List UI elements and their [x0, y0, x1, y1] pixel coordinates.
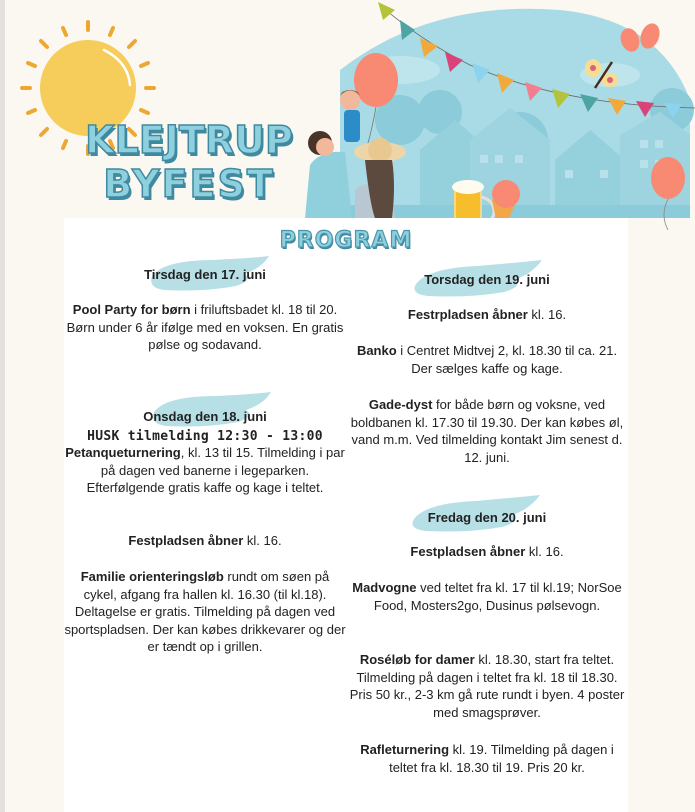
program-panel: [64, 218, 628, 812]
event-title: Banko: [356, 343, 397, 358]
event-title: Pool Party for børn: [72, 302, 191, 317]
event-petanque: [64, 444, 346, 497]
event-madvogne: [346, 579, 628, 614]
event-details: kl. 19. Tilmelding på dagen i teltet fra kl. 18.30 til 19. Pris 20 kr.: [389, 742, 614, 775]
event-details: i friluftsbadet kl. 18 til 20. Børn under 6 år ifølge med en voksen. En gratis pølse og sodavand.: [66, 302, 344, 352]
day-heading-tuesday: Tirsdag den 17. juni: [144, 267, 266, 282]
event-orienteering: [64, 568, 346, 656]
program-heading: PROGRAM: [279, 228, 413, 253]
event-details: kl. 16.: [525, 544, 564, 559]
event-details: kl. 16.: [527, 307, 567, 322]
day-heading-thursday: Torsdag den 19. juni: [424, 272, 550, 287]
event-roseloeb: [346, 651, 628, 721]
event-title: Festrpladsen åbner: [407, 307, 528, 322]
event-title: Festpladsen åbner: [128, 533, 244, 548]
poster-title: [74, 118, 304, 206]
event-details: ved teltet fra kl. 17 til kl.19; NorSoe Food, Mosters2go, Dusinus pølsevogn.: [373, 580, 622, 613]
event-title: Gade-dyst: [368, 397, 433, 412]
event-banko: [346, 342, 628, 377]
event-festpladsen-open: [64, 532, 346, 550]
event-title: Roséløb for damer: [359, 652, 475, 667]
event-title: Festpladsen åbner: [410, 544, 526, 559]
event-gade-dyst: [346, 396, 628, 466]
event-details: rundt om søen på cykel, afgang fra hallen kl. 16.30 (til kl.18). Deltagelse er gratis. Tilmelding på dagen ved sportspladsen. Der kan købes drikkevarer og der er tændt op i grillen.: [64, 569, 346, 654]
event-details: i Centret Midtvej 2, kl. 18.30 til ca. 21. Der sælges kaffe og kage.: [396, 343, 618, 376]
event-title: Familie orienteringsløb: [80, 569, 224, 584]
event-details: for både børn og voksne, ved boldbanen kl. 17.30 til 19.30. Der kan købes øl, vand m.m. Ved tilmelding kontakt Jim senest d. 12. juni.: [350, 397, 624, 465]
event-details: kl. 18.30, start fra teltet. Tilmelding på dagen i teltet fra kl. 18 til 18.30. Pris 50 kr., 2-3 km gå rute rundt i byen. 4 poster med smagsprøver.: [349, 652, 625, 720]
day-heading-friday: Fredag den 20. juni: [427, 510, 547, 525]
title-line-1: KLEJTRUP: [85, 118, 293, 162]
event-title: Madvogne: [352, 580, 417, 595]
event-title: Petanqueturnering: [65, 445, 181, 460]
title-line-2: BYFEST: [103, 162, 275, 206]
event-festpladsen-open: [346, 306, 628, 324]
registration-notice: HUSK tilmelding 12:30 - 13:00: [87, 429, 323, 444]
event-details: , kl. 13 til 15. Tilmelding i par på dagen ved banerne i legeparken. Efterfølgende gratis kaffe og kage i teltet.: [86, 445, 345, 495]
event-festpladsen-open: [346, 543, 628, 561]
event-title: Rafleturnering: [360, 742, 450, 757]
day-heading-wednesday: Onsdag den 18. juni: [143, 409, 267, 424]
event-rafleturnering: [346, 741, 628, 776]
event-details: kl. 16.: [243, 533, 282, 548]
event-pool-party: [64, 301, 346, 354]
